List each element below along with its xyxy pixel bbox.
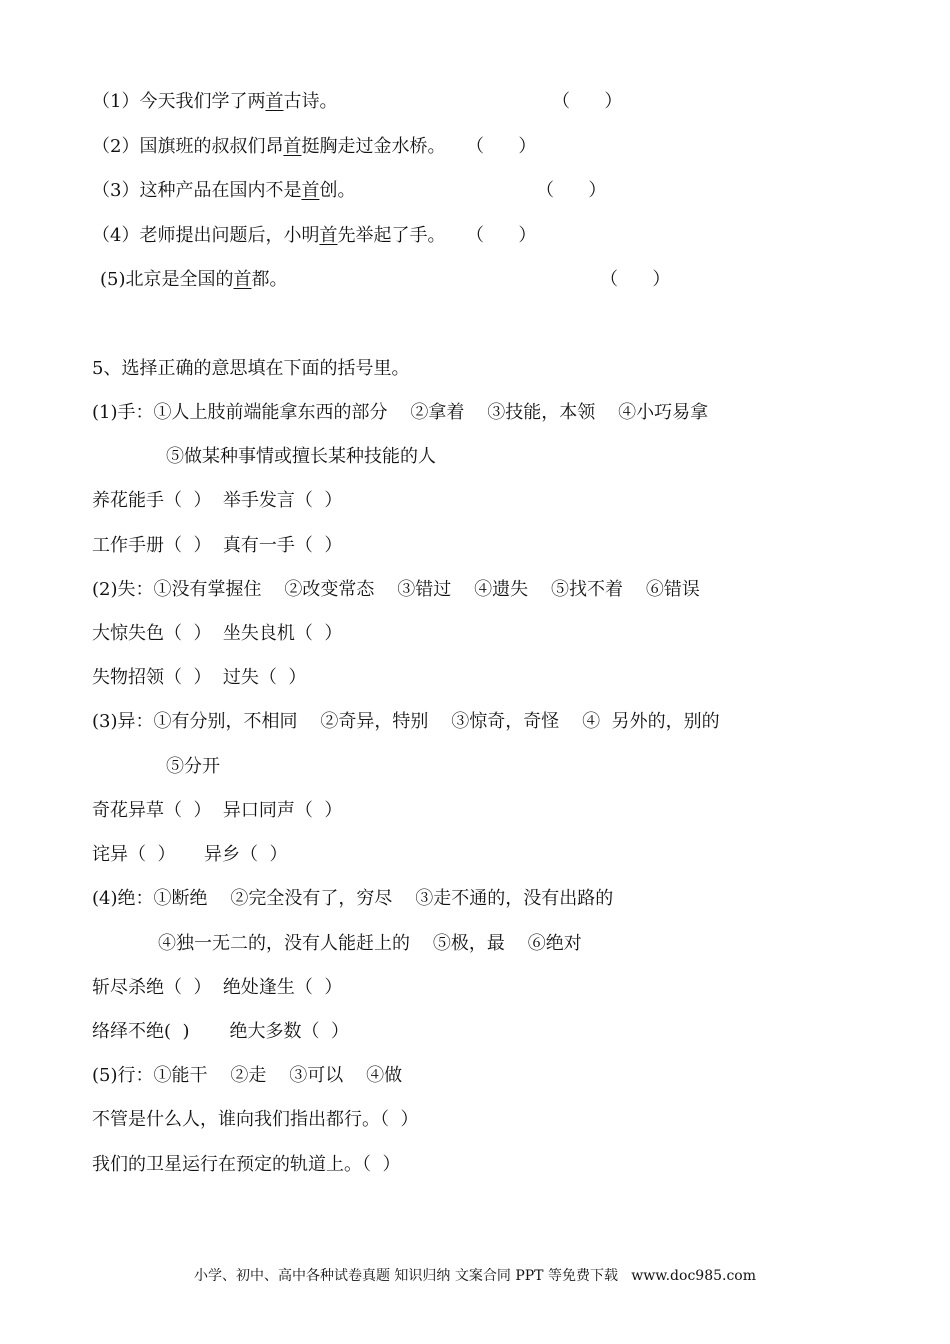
q5-line-jue-meanings: (4)绝：①断绝 ②完全没有了，穷尽 ③走不通的，没有出路的 <box>92 888 614 909</box>
q4-item-3-text-end: 创。 <box>319 180 356 201</box>
q4-item-5-text-end: 都。 <box>251 269 288 290</box>
q4-item-4-answer-blank[interactable]: （ ） <box>466 225 537 246</box>
q5-line-yi-meanings: (3)异：①有分别，不相同 ②奇异，特别 ③惊奇，奇怪 ④ 另外的，别的 <box>92 711 720 732</box>
q4-item-1-text-end: 古诗。 <box>283 91 338 112</box>
q4-item-2-marked-char: 首 <box>283 136 302 157</box>
q5-line-xing-ex2[interactable]: 我们的卫星运行在预定的轨道上。（ ） <box>92 1154 401 1175</box>
q5-title: 5、选择正确的意思填在下面的括号里。 <box>92 358 410 379</box>
q5-line-shou-ex1[interactable]: 养花能手（ ） 举手发言（ ） <box>92 490 343 511</box>
q4-item-1-answer-blank[interactable]: （ ） <box>552 91 623 112</box>
q5-line-shou-ex2[interactable]: 工作手册（ ） 真有一手（ ） <box>92 535 343 556</box>
q4-item-1-text: （1）今天我们学了两 <box>92 91 266 112</box>
q5-line-yi-ex1[interactable]: 奇花异草（ ） 异口同声（ ） <box>92 800 343 821</box>
q4-item-2-text-end: 挺胸走过金水桥。 <box>301 136 446 157</box>
q4-item-3-answer-blank[interactable]: （ ） <box>536 180 607 201</box>
q5-line-shi-ex1[interactable]: 大惊失色（ ） 坐失良机（ ） <box>92 623 343 644</box>
q5-line-shou-meanings-cont: ⑤做某种事情或擅长某种技能的人 <box>166 446 436 467</box>
q4-item-2-answer-blank[interactable]: （ ） <box>466 136 537 157</box>
q5-line-jue-ex1[interactable]: 斩尽杀绝（ ） 绝处逢生（ ） <box>92 977 343 998</box>
q4-item-2-text: （2）国旗班的叔叔们昂 <box>92 136 284 157</box>
q5-line-shi-ex2[interactable]: 失物招领（ ） 过失（ ） <box>92 667 307 688</box>
q4-item-3-marked-char: 首 <box>301 180 320 201</box>
q4-item-4 <box>92 224 445 248</box>
q4-item-5 <box>100 268 288 292</box>
q5-line-shou-meanings: (1)手：①人上肢前端能拿东西的部分 ②拿着 ③技能，本领 ④小巧易拿 <box>92 402 709 423</box>
q4-item-1 <box>92 90 337 114</box>
q4-item-4-text-end: 先举起了手。 <box>337 225 446 246</box>
q4-item-4-marked-char: 首 <box>319 225 338 246</box>
q4-item-5-text: (5)北京是全国的 <box>100 269 234 290</box>
page-footer: 小学、初中、高中各种试卷真题 知识归纳 文案合同 PPT 等免费下载 www.doc985.com <box>193 1268 756 1284</box>
q5-line-jue-ex2[interactable]: 络绎不绝( ) 绝大多数（ ） <box>92 1021 349 1042</box>
q5-line-xing-meanings: (5)行：①能干 ②走 ③可以 ④做 <box>92 1065 403 1086</box>
q5-line-jue-meanings-cont: ④独一无二的，没有人能赶上的 ⑤极，最 ⑥绝对 <box>158 933 582 954</box>
q4-item-1-marked-char: 首 <box>265 91 284 112</box>
q4-item-3 <box>92 179 355 203</box>
q5-line-xing-ex1[interactable]: 不管是什么人，谁向我们指出都行。（ ） <box>92 1109 419 1130</box>
q4-item-4-text: （4）老师提出问题后，小明 <box>92 225 320 246</box>
q4-item-3-text: （3）这种产品在国内不是 <box>92 180 302 201</box>
q4-item-5-answer-blank[interactable]: （ ） <box>600 269 671 290</box>
q4-item-5-marked-char: 首 <box>233 269 252 290</box>
q5-line-shi-meanings: (2)失：①没有掌握住 ②改变常态 ③错过 ④遗失 ⑤找不着 ⑥错误 <box>92 579 700 600</box>
q4-item-2 <box>92 135 445 159</box>
q5-line-yi-meanings-cont: ⑤分开 <box>166 756 220 777</box>
q5-line-yi-ex2[interactable]: 诧异（ ） 异乡（ ） <box>92 844 288 865</box>
